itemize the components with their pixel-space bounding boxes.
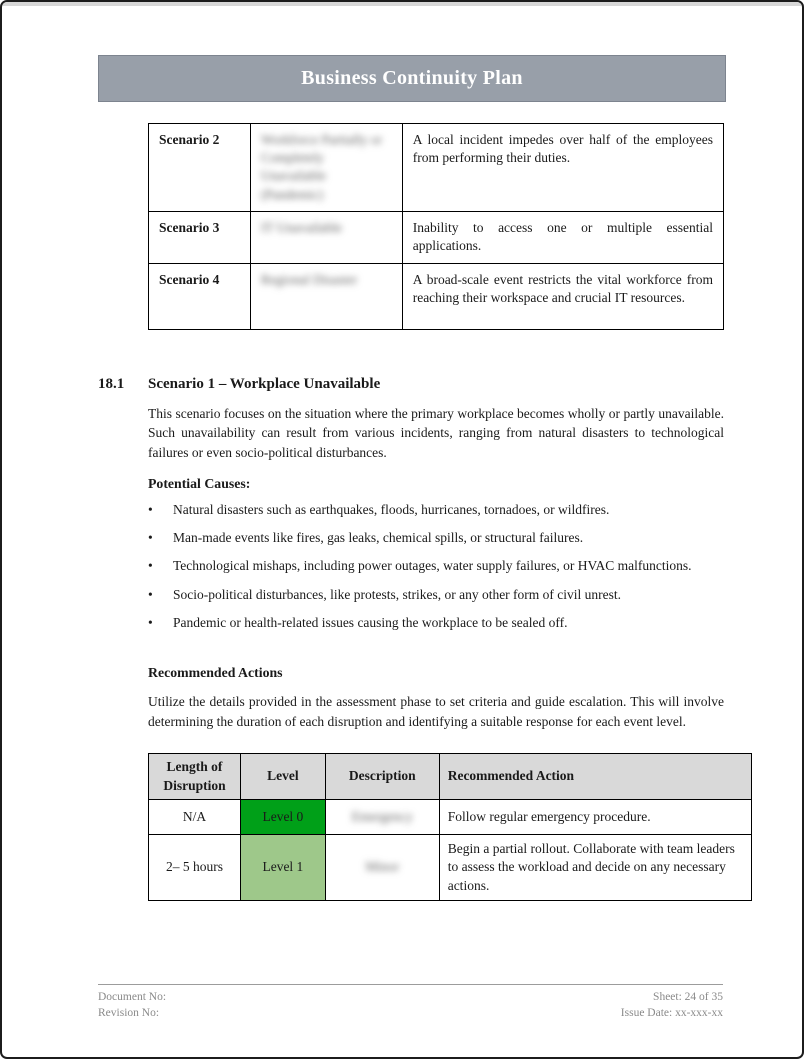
table-row [149, 835, 752, 901]
table-row [149, 263, 724, 329]
bullet-icon: • [148, 586, 153, 602]
table-row [149, 800, 752, 835]
scenario-name-redacted: Workforce Partially or Completely Unavailable (Pandemic) [250, 124, 402, 212]
scenario-description: A local incident impedes over half of the employees from performing their duties. [402, 124, 723, 212]
list-item: • Socio-political disturbances, like protests, strikes, or any other form of civil unrest. [148, 586, 724, 605]
bullet-icon: • [148, 558, 153, 574]
document-no-label: Document No: [98, 991, 167, 1003]
sheet-number: Sheet: 24 of 35 [653, 991, 723, 1003]
scenario-label: Scenario 2 [149, 124, 251, 212]
action-cell: Begin a partial rollout. Collaborate with team leaders to assess the workload and decide on any necessary actions. [439, 835, 751, 901]
description-redacted: Minor [325, 835, 439, 901]
section-number: 18.1 [98, 375, 125, 392]
recommended-actions-heading: Recommended Actions [148, 665, 283, 681]
title-banner [98, 55, 726, 102]
duration-cell: N/A [149, 800, 241, 835]
list-item: • Pandemic or health-related issues causing the workplace to be sealed off. [148, 614, 724, 633]
potential-causes-heading: Potential Causes: [148, 475, 251, 491]
table-row [149, 211, 724, 263]
action-cell: Follow regular emergency procedure. [439, 800, 751, 835]
scenario-description: Inability to access one or multiple essential applications. [402, 211, 723, 263]
page-footer [98, 984, 723, 1021]
description-redacted: Emergency [325, 800, 439, 835]
scenario-table [148, 123, 724, 330]
column-header: Level [240, 754, 325, 800]
bullet-icon: • [148, 615, 153, 631]
revision-no-label: Revision No: [98, 1007, 160, 1020]
page-top-strip [2, 2, 802, 6]
duration-cell: 2– 5 hours [149, 835, 241, 901]
document-title: Business Continuity Plan [301, 67, 523, 89]
potential-causes-list [148, 501, 724, 633]
scenario-name-redacted: Regional Disaster [250, 263, 402, 329]
section-title: Scenario 1 – Workplace Unavailable [148, 375, 381, 392]
intro-paragraph: This scenario focuses on the situation where the primary workplace becomes wholly or partly unavailable. Such unavailability can result from various incidents, ranging from natural disasters to technological failures or even socio-political disturbances. [148, 405, 724, 460]
scenario-label: Scenario 4 [149, 263, 251, 329]
list-item: • Technological mishaps, including power outages, water supply failures, or HVAC malfunctions. [148, 557, 724, 576]
scenario-name-redacted: IT Unavailable [250, 211, 402, 263]
level-cell: Level 0 [240, 800, 325, 835]
list-item: • Natural disasters such as earthquakes, floods, hurricanes, tornadoes, or wildfires. [148, 501, 724, 520]
scenario-label: Scenario 3 [149, 211, 251, 263]
column-header: Length of Disruption [149, 754, 241, 800]
bullet-icon: • [148, 501, 153, 517]
issue-date: Issue Date: xx-xxx-xx [620, 1007, 723, 1020]
table-row [149, 124, 724, 212]
column-header: Description [325, 754, 439, 800]
table-header-row [149, 754, 752, 800]
scenario-description: A broad-scale event restricts the vital workforce from reaching their workspace and crucial IT resources. [402, 263, 723, 329]
list-item: • Man-made events like fires, gas leaks, chemical spills, or structural failures. [148, 529, 724, 548]
column-header: Recommended Action [439, 754, 751, 800]
bullet-icon: • [148, 530, 153, 546]
section-heading [98, 376, 722, 393]
level-cell: Level 1 [240, 835, 325, 901]
recommended-actions-paragraph: Utilize the details provided in the assessment phase to set criteria and guide escalation. This will involve determining the duration of each disruption and identifying a suitable response for each event level. [148, 694, 724, 729]
escalation-table [148, 753, 752, 901]
